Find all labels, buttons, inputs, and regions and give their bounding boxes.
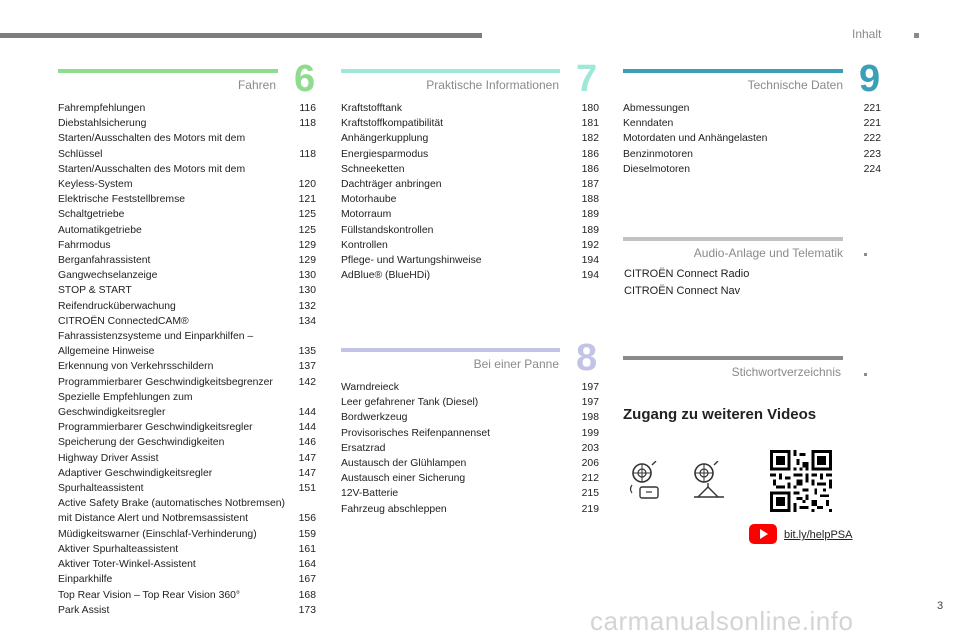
section-title: Fahren <box>237 78 276 92</box>
toc-entry[interactable] <box>58 329 316 359</box>
toc-title: Gangwechselanzeige <box>58 270 158 282</box>
toc-entry[interactable] <box>341 162 599 177</box>
toc-title: Kenndaten <box>623 118 674 130</box>
toc-page: 222 <box>863 133 881 145</box>
toc-entry[interactable] <box>58 451 316 466</box>
tyre-kit-icon <box>626 461 664 501</box>
toc-entry[interactable] <box>58 481 316 496</box>
section-header-audio <box>623 232 885 264</box>
toc-entry[interactable] <box>341 441 599 456</box>
toc-page: 121 <box>298 194 316 206</box>
toc-entry[interactable] <box>58 116 316 131</box>
toc-title: Aktiver Toter-Winkel-Assistent <box>58 559 196 571</box>
section-number: 9 <box>859 58 881 100</box>
section-header-fahren <box>58 58 320 100</box>
toc-page: 130 <box>298 270 316 282</box>
toc-page: 161 <box>298 543 316 555</box>
toc-title: Erkennung von Verkehrsschildern <box>58 361 214 373</box>
toc-entry[interactable] <box>341 426 599 441</box>
section-title: Praktische Informationen <box>426 78 559 92</box>
toc-title: Spezielle Empfehlungen zum Geschwindigkeitsregler <box>58 391 193 419</box>
toc-page: 187 <box>581 179 599 191</box>
toc-entry[interactable] <box>623 131 881 146</box>
toc-page: 168 <box>298 589 316 601</box>
toc-entry[interactable] <box>58 253 316 268</box>
section-bar <box>58 69 278 73</box>
toc-entry[interactable] <box>341 502 599 517</box>
toc-entry[interactable] <box>58 390 316 420</box>
toc-page: 223 <box>863 148 881 160</box>
toc-entry[interactable] <box>58 557 316 572</box>
toc-title: Austausch der Glühlampen <box>341 458 467 470</box>
toc-page: 142 <box>298 376 316 388</box>
section-bar <box>623 237 843 241</box>
toc-page: 221 <box>863 118 881 130</box>
toc-title: Schneeketten <box>341 163 405 175</box>
toc-entry[interactable] <box>58 192 316 207</box>
toc-entry[interactable] <box>58 572 316 587</box>
toc-page: 180 <box>581 103 599 114</box>
toc-title: Pflege- und Wartungshinweise <box>341 255 482 267</box>
toc-entry[interactable] <box>341 253 599 268</box>
toc-page: 159 <box>298 528 316 540</box>
toc-page: 129 <box>298 239 316 251</box>
toc-entry[interactable] <box>58 527 316 542</box>
toc-entry[interactable] <box>341 238 599 253</box>
toc-title: Automatikgetriebe <box>58 224 142 236</box>
toc-page: 132 <box>298 300 316 312</box>
toc-title: Anhängerkupplung <box>341 133 429 145</box>
audio-item[interactable]: CITROËN Connect Radio <box>624 268 750 280</box>
toc-page: 156 <box>298 513 316 525</box>
toc-title: Abmessungen <box>623 103 690 114</box>
toc-page: 144 <box>298 422 316 434</box>
toc-entry[interactable] <box>341 116 599 131</box>
section-title: Bei einer Panne <box>473 357 559 371</box>
videos-title: Zugang zu weiteren Videos <box>623 406 817 423</box>
toc-title: Fahrempfehlungen <box>58 103 146 114</box>
toc-title: Motordaten und Anhängelasten <box>623 133 768 145</box>
toc-title: Reifendrucküberwachung <box>58 300 176 312</box>
watermark: carmanualsonline.info <box>590 606 854 636</box>
toc-title: Warndreieck <box>341 382 399 393</box>
toc-title: Active Safety Brake (automatisches Notbremsen) mit Distance Alert und Notbremsassistent <box>58 498 285 525</box>
toc-page: 118 <box>299 148 316 160</box>
page-title: Inhalt <box>852 27 882 41</box>
title-square-icon <box>914 33 919 38</box>
toc-entry[interactable] <box>58 268 316 283</box>
toc-list-praktisch <box>341 101 599 283</box>
toc-page: 198 <box>581 412 599 424</box>
section-dot-icon <box>864 373 867 376</box>
toc-entry[interactable] <box>58 435 316 450</box>
toc-page: 192 <box>581 239 599 251</box>
section-header-index[interactable] <box>623 351 885 383</box>
toc-title: Speicherung der Geschwindigkeiten <box>58 437 225 449</box>
toc-list-technisch <box>623 101 881 177</box>
toc-title: Spurhalteassistent <box>58 483 144 495</box>
toc-title: Fahrzeug abschleppen <box>341 503 447 515</box>
toc-entry[interactable] <box>623 101 881 116</box>
toc-title: Leer gefahrener Tank (Diesel) <box>341 397 479 409</box>
toc-title: Fahrmodus <box>58 239 111 251</box>
toc-page: 197 <box>581 382 599 393</box>
audio-item[interactable]: CITROËN Connect Nav <box>624 285 741 297</box>
toc-page: 181 <box>581 118 599 130</box>
section-bar <box>341 69 560 73</box>
toc-entry[interactable] <box>341 410 599 425</box>
spare-wheel-jack-icon <box>690 461 728 501</box>
toc-entry[interactable] <box>58 375 316 390</box>
top-bar <box>0 33 482 38</box>
toc-page: 173 <box>298 604 316 616</box>
section-bar <box>623 69 843 73</box>
toc-page: 206 <box>581 458 599 470</box>
toc-entry[interactable] <box>341 486 599 501</box>
toc-title: Diebstahlsicherung <box>58 118 147 130</box>
toc-page: 135 <box>298 346 316 358</box>
toc-page: 134 <box>298 315 316 327</box>
toc-entry[interactable] <box>58 283 316 298</box>
section-bar <box>341 348 560 352</box>
toc-entry[interactable] <box>58 238 316 253</box>
toc-title: Austausch einer Sicherung <box>341 473 466 485</box>
toc-title: Dachträger anbringen <box>341 179 442 191</box>
audio-list <box>624 266 749 300</box>
toc-title: Benzinmotoren <box>623 148 693 160</box>
toc-entry[interactable] <box>341 192 599 207</box>
toc-list-fahren <box>58 101 316 618</box>
toc-page: 167 <box>298 574 316 586</box>
section-title: Audio-Anlage und Telematik <box>693 246 843 260</box>
toc-title: Programmierbarer Geschwindigkeitsregler <box>58 422 253 434</box>
toc-title: Kraftstofftank <box>341 103 403 114</box>
toc-page: 125 <box>298 209 316 221</box>
toc-title: Füllstandskontrollen <box>341 224 434 236</box>
toc-title: CITROËN ConnectedCAM® <box>58 315 189 327</box>
toc-title: Starten/Ausschalten des Motors mit dem Keyless-System <box>58 163 246 191</box>
section-number: 8 <box>576 337 598 379</box>
toc-page: 186 <box>581 163 599 175</box>
toc-entry[interactable] <box>341 207 599 222</box>
toc-entry[interactable] <box>58 101 316 116</box>
toc-page: 182 <box>581 133 599 145</box>
toc-title: Elektrische Feststellbremse <box>58 194 186 206</box>
toc-page: 186 <box>581 148 599 160</box>
toc-page: 197 <box>581 397 599 409</box>
toc-page: 144 <box>298 407 316 419</box>
toc-page: 147 <box>298 467 316 479</box>
section-number: 7 <box>576 58 598 100</box>
toc-entry[interactable] <box>58 603 316 618</box>
toc-page: 130 <box>298 285 316 297</box>
toc-page: 151 <box>298 483 316 495</box>
toc-title: Bordwerkzeug <box>341 412 408 424</box>
toc-title: Schaltgetriebe <box>58 209 125 221</box>
toc-title: AdBlue® (BlueHDi) <box>341 270 431 282</box>
toc-page: 189 <box>581 224 599 236</box>
section-bar <box>623 356 843 360</box>
section-header-panne <box>341 337 603 379</box>
qr-code-icon[interactable] <box>770 450 832 512</box>
toc-entry[interactable] <box>58 466 316 481</box>
toc-title: Kraftstoffkompatibilität <box>341 118 444 130</box>
toc-title: Müdigkeitswarner (Einschlaf-Verhinderung) <box>58 528 257 540</box>
toc-page: 212 <box>581 473 599 485</box>
toc-title: Aktiver Spurhalteassistent <box>58 543 179 555</box>
toc-page: 215 <box>581 488 599 500</box>
youtube-icon[interactable] <box>749 524 777 544</box>
toc-entry[interactable] <box>58 207 316 222</box>
toc-title: Einparkhilfe <box>58 574 113 586</box>
toc-entry[interactable] <box>58 314 316 329</box>
toc-entry[interactable] <box>341 147 599 162</box>
section-title: Stichwortverzeichnis <box>731 365 841 379</box>
toc-entry[interactable] <box>341 177 599 192</box>
toc-page: 194 <box>581 270 599 282</box>
toc-page: 118 <box>299 118 316 130</box>
toc-entry[interactable] <box>623 116 881 131</box>
toc-title: Programmierbarer Geschwindigkeitsbegrenzer <box>58 376 273 388</box>
toc-page: 137 <box>298 361 316 373</box>
toc-entry[interactable] <box>623 147 881 162</box>
toc-page: 224 <box>863 163 881 175</box>
toc-entry[interactable] <box>341 456 599 471</box>
toc-page: 120 <box>298 179 316 191</box>
toc-entry[interactable] <box>341 131 599 146</box>
toc-title: STOP & START <box>58 285 132 297</box>
toc-entry[interactable] <box>58 299 316 314</box>
toc-entry[interactable] <box>341 223 599 238</box>
toc-page: 221 <box>863 103 881 114</box>
toc-page: 164 <box>298 559 316 571</box>
toc-entry[interactable] <box>58 588 316 603</box>
toc-entry[interactable] <box>58 131 316 161</box>
toc-page: 189 <box>581 209 599 221</box>
toc-title: Top Rear Vision – Top Rear Vision 360° <box>58 589 241 601</box>
toc-title: Kontrollen <box>341 239 388 251</box>
toc-entry[interactable] <box>58 162 316 192</box>
toc-page: 116 <box>299 103 316 114</box>
toc-entry[interactable] <box>58 359 316 374</box>
toc-list-panne <box>341 380 599 517</box>
toc-entry[interactable] <box>341 268 599 283</box>
toc-entry[interactable] <box>58 542 316 557</box>
toc-title: Park Assist <box>58 604 110 616</box>
toc-page: 129 <box>298 255 316 267</box>
section-dot-icon <box>864 253 867 256</box>
toc-title: Energiesparmodus <box>341 148 429 160</box>
toc-title: Motorraum <box>341 209 392 221</box>
toc-page: 219 <box>581 503 599 515</box>
toc-title: 12V-Batterie <box>341 488 399 500</box>
toc-title: Starten/Ausschalten des Motors mit dem Schlüssel <box>58 133 246 160</box>
toc-entry[interactable] <box>341 471 599 486</box>
toc-title: Fahrassistenzsysteme und Einparkhilfen – Allgemeine Hinweise <box>58 331 254 358</box>
toc-entry[interactable] <box>623 162 881 177</box>
toc-page: 199 <box>581 427 599 439</box>
toc-title: Ersatzrad <box>341 442 386 454</box>
section-header-technisch <box>623 58 885 100</box>
toc-page: 194 <box>581 255 599 267</box>
toc-title: Highway Driver Assist <box>58 452 159 464</box>
section-number: 6 <box>294 58 316 100</box>
toc-page: 147 <box>298 452 316 464</box>
toc-entry[interactable] <box>58 223 316 238</box>
toc-page: 125 <box>298 224 316 236</box>
toc-entry[interactable] <box>58 420 316 435</box>
toc-entry[interactable] <box>341 395 599 410</box>
toc-title: Adaptiver Geschwindigkeitsregler <box>58 467 213 479</box>
toc-title: Provisorisches Reifenpannenset <box>341 427 491 439</box>
toc-entry[interactable] <box>341 380 599 395</box>
section-header-praktisch <box>341 58 603 100</box>
toc-title: Berganfahrassistent <box>58 255 151 267</box>
toc-entry[interactable] <box>58 496 316 526</box>
page-number: 3 <box>937 600 944 612</box>
help-video-link[interactable]: bit.ly/helpPSA <box>784 529 853 541</box>
section-title: Technische Daten <box>747 78 843 92</box>
toc-page: 203 <box>581 442 599 454</box>
toc-entry[interactable] <box>341 101 599 116</box>
toc-title: Dieselmotoren <box>623 163 690 175</box>
toc-page: 146 <box>298 437 316 449</box>
toc-page: 188 <box>581 194 599 206</box>
toc-title: Motorhaube <box>341 194 397 206</box>
